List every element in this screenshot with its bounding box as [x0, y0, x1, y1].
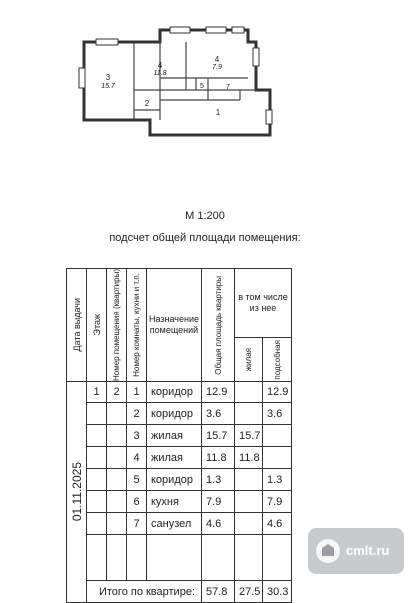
room-area: 1.3 — [202, 469, 235, 491]
room-4a-area: 11.8 — [153, 70, 167, 77]
room-aux: 3.6 — [263, 403, 292, 425]
table-row — [67, 469, 292, 491]
table-row — [67, 425, 292, 447]
total-aux: 30.3 — [263, 581, 292, 603]
room-aux: 12.9 — [263, 382, 292, 403]
total-area: 57.8 — [202, 581, 235, 603]
room-living — [235, 469, 263, 491]
table-row — [67, 491, 292, 513]
room-purpose: санузел — [147, 513, 202, 535]
room-number: 2 — [127, 403, 147, 425]
room-number: 5 — [127, 469, 147, 491]
room-purpose: коридор — [147, 382, 202, 403]
header-including: в том числе из нее — [235, 269, 292, 338]
floor-plan — [0, 0, 410, 200]
header-auxiliary: подсобная — [263, 338, 292, 382]
table-row — [67, 403, 292, 425]
area-explication-table — [66, 268, 292, 603]
watermark-text: cmlt.ru — [346, 543, 390, 558]
room-aux: 4.6 — [263, 513, 292, 535]
room-area: 7.9 — [202, 491, 235, 513]
room-area: 3.6 — [202, 403, 235, 425]
room-purpose: коридор — [147, 469, 202, 491]
room-number: 6 — [127, 491, 147, 513]
room-living: 15.7 — [235, 425, 263, 447]
room-number: 4 — [127, 447, 147, 469]
header-apt-number: Номер помещения (квартиры) — [107, 269, 127, 382]
room-aux: 7.9 — [263, 491, 292, 513]
room-number: 7 — [127, 513, 147, 535]
room-7-number: 7 — [226, 84, 230, 91]
room-area: 15.7 — [202, 425, 235, 447]
total-living: 27.5 — [235, 581, 263, 603]
room-purpose: кухня — [147, 491, 202, 513]
header-purpose: Назначение помещений — [147, 269, 202, 382]
subtitle: подсчет общей площади помещения: — [109, 232, 301, 244]
room-living: 11.8 — [235, 447, 263, 469]
room-living — [235, 403, 263, 425]
header-date: Дата выдачи — [67, 269, 87, 382]
room-purpose: жилая — [147, 425, 202, 447]
blank-row — [67, 535, 292, 581]
room-area: 12.9 — [202, 382, 235, 403]
room-area: 4.6 — [202, 513, 235, 535]
room-4b-number: 4 — [214, 55, 220, 64]
room-1-number: 1 — [215, 108, 221, 117]
room-aux: 1.3 — [263, 469, 292, 491]
room-living — [235, 513, 263, 535]
room-3-area: 15.7 — [101, 83, 115, 90]
room-3-number: 3 — [105, 73, 111, 82]
floor-value: 1 — [87, 382, 107, 403]
total-label: Итого по квартире: — [87, 581, 202, 603]
table-row — [67, 513, 292, 535]
room-aux — [263, 425, 292, 447]
watermark-logo — [308, 528, 404, 574]
room-4b-area: 7.9 — [212, 64, 222, 71]
room-living — [235, 382, 263, 403]
room-number: 3 — [127, 425, 147, 447]
scale-label: М 1:200 — [185, 210, 225, 222]
room-living — [235, 491, 263, 513]
room-number: 1 — [127, 382, 147, 403]
room-2-number: 2 — [144, 99, 150, 108]
room-aux — [263, 447, 292, 469]
header-floor: Этаж — [87, 269, 107, 382]
apt-value: 2 — [107, 382, 127, 403]
room-5-number: 5 — [200, 83, 204, 90]
table-row — [67, 447, 292, 469]
room-purpose: жилая — [147, 447, 202, 469]
room-4a-number: 4 — [157, 61, 163, 70]
room-area: 11.8 — [202, 447, 235, 469]
header-room-number: Номер комнаты, кухни и т.п. — [127, 269, 147, 382]
header-living: жилая — [235, 338, 263, 382]
header-total-area: Общая площадь квартиры — [202, 269, 235, 382]
room-purpose: коридор — [147, 403, 202, 425]
total-row — [67, 581, 292, 603]
date-cell: 01.11.2025 — [67, 382, 87, 603]
